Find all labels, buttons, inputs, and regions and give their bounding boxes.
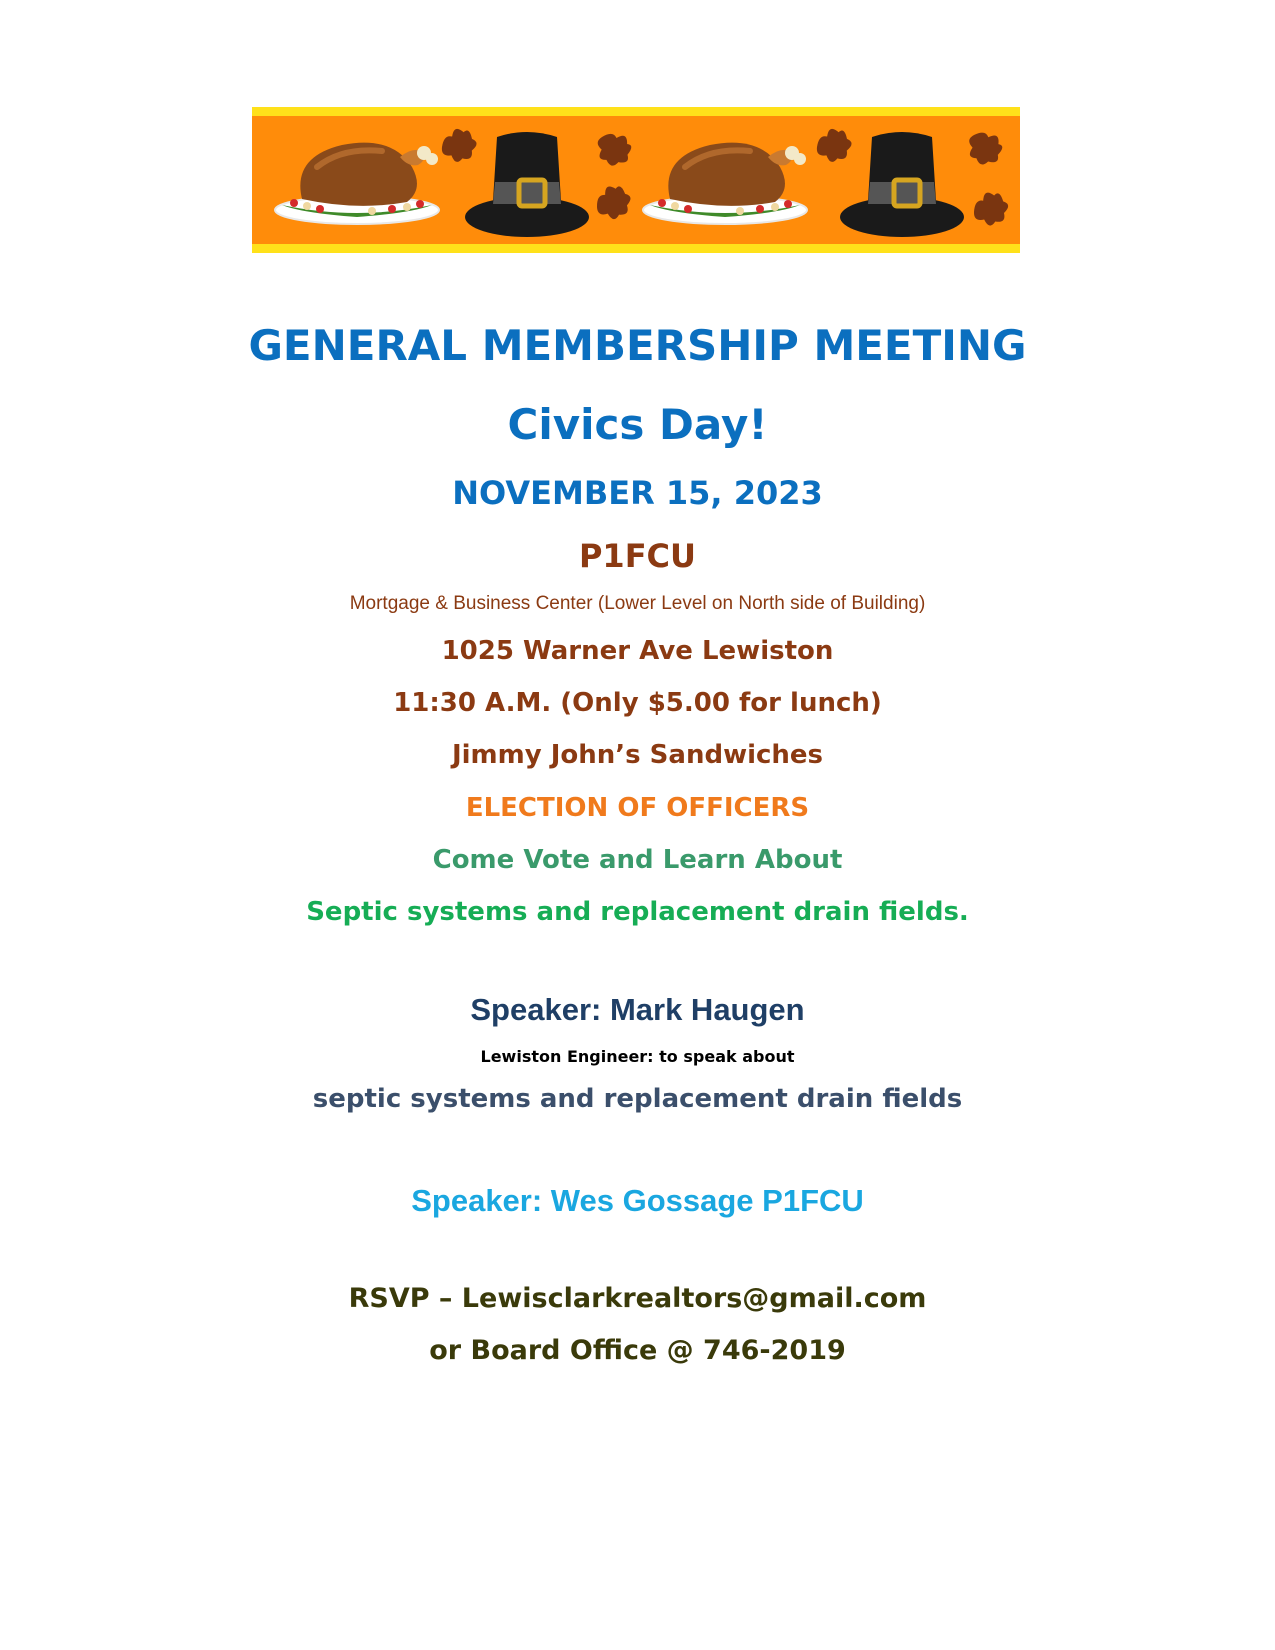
- vote-invite: Come Vote and Learn About: [432, 845, 843, 875]
- venue-address: 1025 Warner Ave Lewiston: [441, 636, 834, 666]
- speaker-2-name: Speaker: Wes Gossage P1FCU: [411, 1183, 864, 1218]
- lunch-provider: Jimmy John’s Sandwiches: [451, 740, 824, 770]
- rsvp-email[interactable]: RSVP – Lewisclarkrealtors@gmail.com: [348, 1283, 927, 1314]
- speaker-1-topic: septic systems and replacement drain fields: [312, 1084, 963, 1114]
- thanksgiving-banner: [252, 107, 1020, 253]
- rsvp-phone: or Board Office @ 746-2019: [429, 1335, 846, 1366]
- meeting-subtitle: Civics Day!: [507, 400, 768, 449]
- speaker-1-role: Lewiston Engineer: to speak about: [480, 1047, 795, 1066]
- meeting-title: GENERAL MEMBERSHIP MEETING: [248, 321, 1027, 370]
- venue-name: P1FCU: [578, 537, 697, 575]
- speaker-1-name: Speaker: Mark Haugen: [470, 992, 805, 1027]
- venue-detail: Mortgage & Business Center (Lower Level on North side of Building): [349, 593, 926, 614]
- election-notice: ELECTION OF OFFICERS: [465, 793, 810, 823]
- meeting-date: NOVEMBER 15, 2023: [452, 474, 823, 512]
- meeting-topic: Septic systems and replacement drain fields.: [306, 897, 969, 927]
- meeting-time: 11:30 A.M. (Only $5.00 for lunch): [393, 688, 882, 718]
